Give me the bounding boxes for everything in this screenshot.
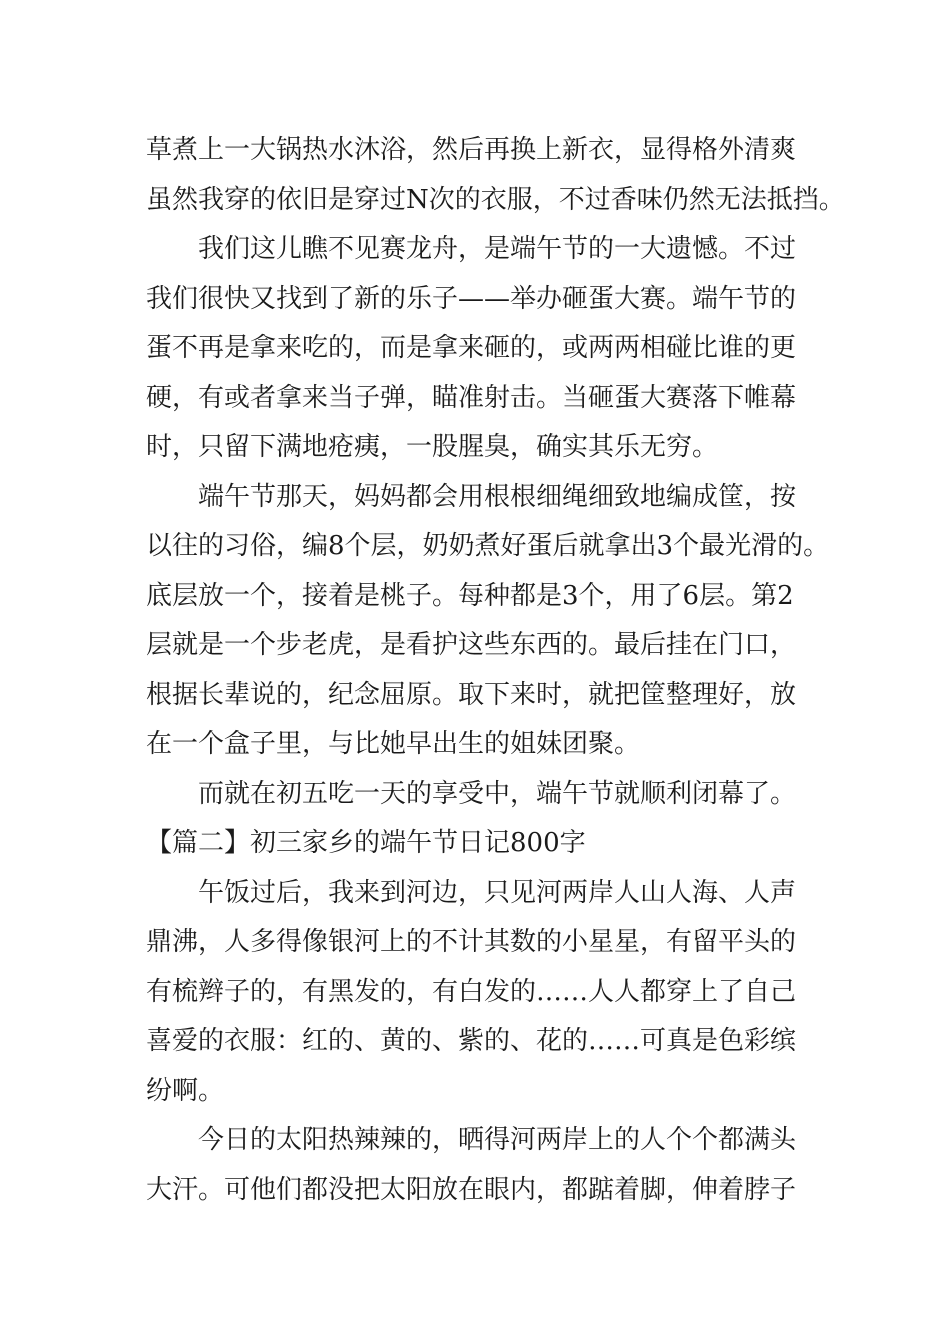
text-line: 虽然我穿的依旧是穿过N次的衣服，不过香味仍然无法抵挡。: [146, 184, 845, 215]
text-line: 午饭过后，我来到河边，只见河两岸人山人海、人声: [198, 877, 797, 908]
text-line: 端午节那天，妈妈都会用根根细绳细致地编成筐，按: [198, 481, 797, 512]
paragraph-6: [146, 1116, 826, 1215]
text-line: 层就是一个步老虎，是看护这些东西的。最后挂在门口，: [146, 630, 797, 660]
paragraph-3: [146, 473, 830, 770]
text-line: 鼎沸，人多得像银河上的不计其数的小星星，有留平头的: [146, 927, 797, 957]
paragraph-4: [146, 770, 826, 820]
text-line: 蛋不再是拿来吃的，而是拿来砸的，或两两相碰比谁的更: [146, 333, 797, 363]
paragraph-2: [146, 225, 826, 473]
text-line: 在一个盒子里，与比她早出生的姐妹团聚。: [146, 729, 641, 759]
text-line: 大汗。可他们都没把太阳放在眼内，都踮着脚，伸着脖子: [146, 1174, 797, 1205]
text-line: 有梳辫子的，有黑发的，有白发的……人人都穿上了自己: [146, 976, 797, 1007]
text-line: 时，只留下满地疮痍，一股腥臭，确实其乐无穷。: [146, 432, 719, 462]
section-title: 【篇二】初三家乡的端午节日记800字: [146, 828, 586, 858]
paragraph-1: [146, 126, 845, 225]
body-text: [146, 126, 845, 1215]
text-line: 硬，有或者拿来当子弹，瞄准射击。当砸蛋大赛落下帷幕: [146, 382, 797, 413]
text-line: 而就在初五吃一天的享受中，端午节就顺利闭幕了。: [198, 778, 797, 809]
text-line: 今日的太阳热辣辣的，晒得河两岸上的人个个都满头: [198, 1125, 797, 1155]
text-line: 草煮上一大锅热水沐浴，然后再换上新衣，显得格外清爽: [146, 135, 797, 165]
text-line: 根据长辈说的，纪念屈原。取下来时，就把筐整理好，放: [146, 679, 797, 710]
text-line: 我们很快又找到了新的乐子——举办砸蛋大赛。端午节的: [146, 283, 797, 314]
text-line: 底层放一个，接着是桃子。每种都是3个，用了6层。第2: [146, 580, 794, 611]
paragraph-5: [146, 869, 826, 1117]
text-line: 我们这儿瞧不见赛龙舟，是端午节的一大遗憾。不过: [198, 234, 797, 264]
text-line: 纷啊。: [146, 1075, 225, 1106]
text-line: 喜爱的衣服：红的、黄的、紫的、花的……可真是色彩缤: [146, 1026, 797, 1056]
text-line: 以往的习俗，编8个层，奶奶煮好蛋后就拿出3个最光滑的。: [146, 531, 830, 561]
